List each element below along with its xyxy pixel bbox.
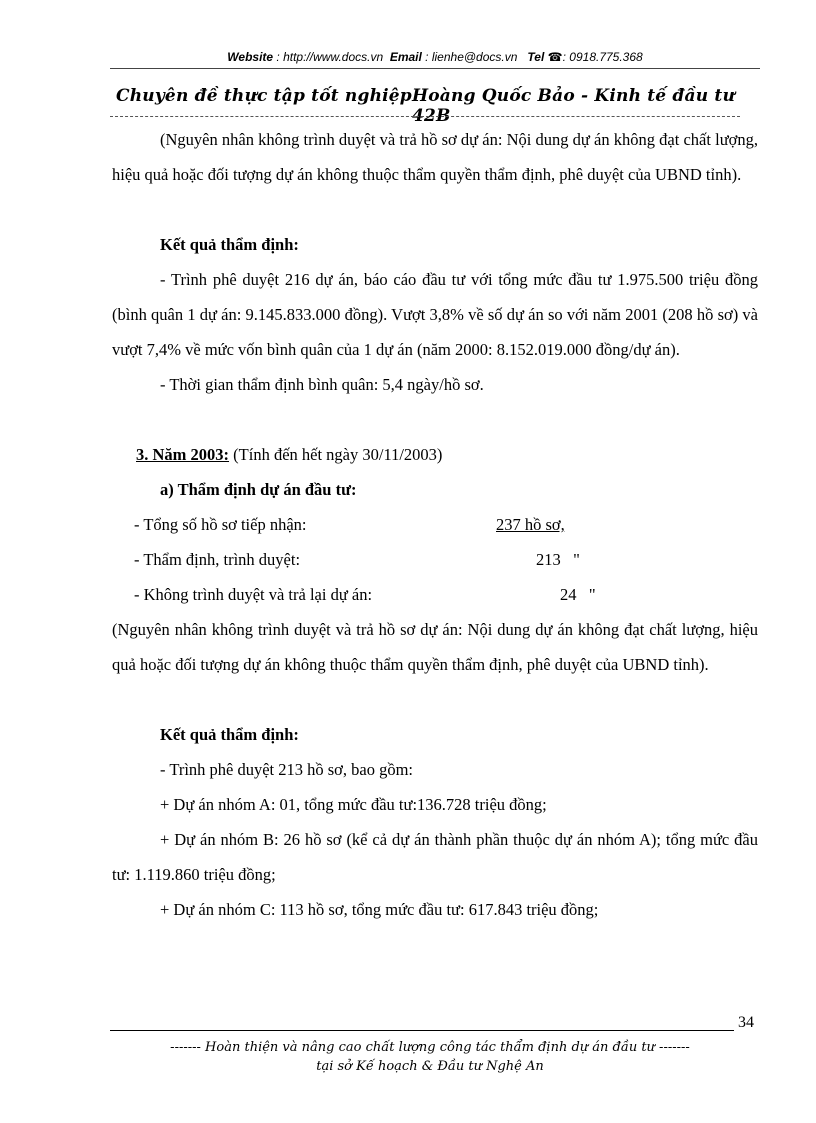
email-label: Email [389, 50, 422, 64]
phone-icon: ☎ [547, 50, 563, 64]
year-2003-note: (Tính đến hết ngày 30/11/2003) [229, 445, 443, 464]
paragraph-reason-2003: (Nguyên nhân không trình duyệt và trả hồ sơ dự án: Nội dung dự án không đạt chất lượng, hiệu quả hoặc đối tượng dự án không thuộc thẩm quyền thẩm định, phê duyệt của UBND tỉnh). [112, 620, 758, 674]
tel-label: Tel [527, 50, 545, 64]
tel-value: : 0918.775.368 [562, 50, 643, 64]
stat-label: - Không trình duyệt và trả lại dự án: [134, 585, 373, 604]
header-rule [110, 68, 760, 69]
website-label: Website [227, 50, 274, 64]
stat-row-received [112, 507, 758, 542]
paragraph-reason-2002: (Nguyên nhân không trình duyệt và trả hồ sơ dự án: Nội dung dự án không đạt chất lượng, hiệu quả hoặc đối tượng dự án không thuộc thẩm quyền thẩm định, phê duyệt của UBND tỉnh). [112, 130, 758, 184]
year-2003-title: 3. Năm 2003: [136, 445, 230, 464]
heading-year-2003 [112, 437, 758, 472]
paragraph-approval-2002: - Trình phê duyệt 216 dự án, báo cáo đầu tư với tổng mức đầu tư 1.975.500 triệu đồng (bình quân 1 dự án: 9.145.833.000 đồng). Vượt 3,8% về số dự án so với năm 2001 (208 hồ sơ) và vượt 7,4% về mức vốn bình quân của 1 dự án (năm 2000: 8.152.019.000 đồng/dự án). [112, 270, 758, 359]
stat-label: - Thẩm định, trình duyệt: [134, 550, 301, 569]
stat-row-appraised [112, 542, 758, 577]
stat-value: 237 hồ sơ, [496, 515, 565, 534]
page-number: 34 [738, 1014, 754, 1031]
footer [110, 1038, 750, 1076]
website-url[interactable]: : http://www.docs.vn [276, 50, 384, 64]
footer-line-1: ------- Hoàn thiện và nâng cao chất lượng công tác thẩm định dự án đầu tư ------- [170, 1040, 690, 1055]
paragraph-time-2002: - Thời gian thẩm định bình quân: 5,4 ngày/hồ sơ. [160, 375, 484, 394]
document-body [112, 122, 758, 927]
website-banner [110, 50, 760, 64]
paragraph-group-b: + Dự án nhóm B: 26 hồ sơ (kể cả dự án thành phần thuộc dự án nhóm A); tổng mức đầu tư: 1.119.860 triệu đồng; [112, 830, 758, 884]
footer-line-2: tại sở Kế hoạch & Đầu tư Nghệ An [316, 1059, 544, 1074]
heading-appraisal: a) Thẩm định dự án đầu tư: [160, 480, 357, 499]
heading-result-2002: Kết quả thẩm định: [160, 235, 299, 254]
running-header-right: Hoàng Quốc Bảo - Kinh tế đầu tư 42B [412, 86, 736, 126]
running-header [116, 86, 766, 126]
stat-value: 213 " [536, 550, 580, 569]
paragraph-group-c: + Dự án nhóm C: 113 hồ sơ, tổng mức đầu tư: 617.843 triệu đồng; [160, 900, 599, 919]
email-value[interactable]: : lienhe@docs.vn [425, 50, 518, 64]
footer-rule [110, 1030, 734, 1031]
paragraph-approval-2003: - Trình phê duyệt 213 hồ sơ, bao gồm: [160, 760, 414, 779]
stat-row-returned [112, 577, 758, 612]
stat-value: 24 " [560, 585, 596, 604]
stat-label: - Tổng số hồ sơ tiếp nhận: [134, 515, 307, 534]
running-header-rule [110, 116, 740, 117]
running-header-left: Chuyên đề thực tập tốt nghiệp [116, 86, 412, 106]
heading-result-2003: Kết quả thẩm định: [160, 725, 299, 744]
paragraph-group-a: + Dự án nhóm A: 01, tổng mức đầu tư:136.728 triệu đồng; [160, 795, 547, 814]
